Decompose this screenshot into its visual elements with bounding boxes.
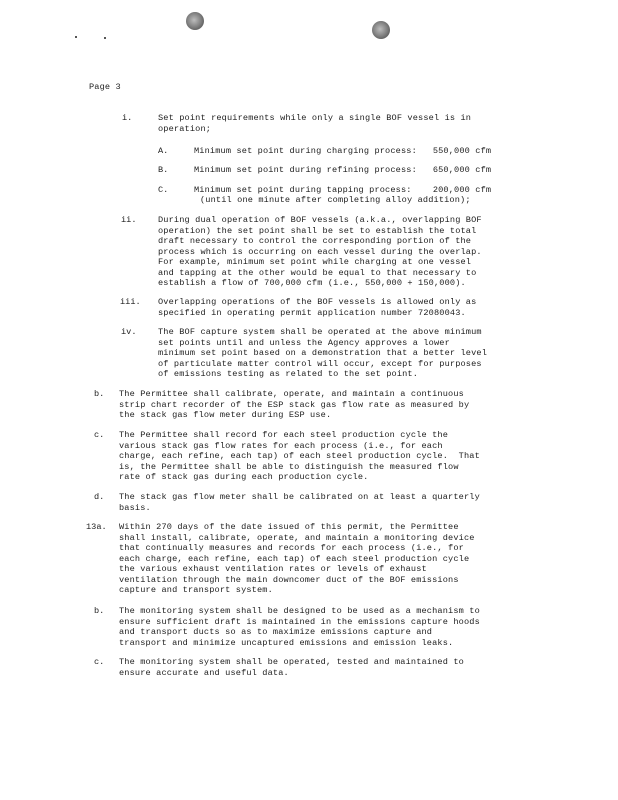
item-iv-line: minimum set point based on a demonstration that a better level (158, 348, 488, 358)
item-marker-13b: b. (94, 606, 105, 616)
subitem-marker-b: B. (158, 165, 169, 175)
punch-hole-left (186, 12, 204, 30)
item-13a-line: shall install, calibrate, operate, and maintain a monitoring device (119, 533, 475, 543)
item-ii-line: During dual operation of BOF vessels (a.k.a., overlapping BOF (158, 215, 482, 225)
item-13a-line: capture and transport system. (119, 585, 273, 595)
item-b-line: the stack gas flow meter during ESP use. (119, 410, 332, 420)
item-marker-d: d. (94, 492, 105, 502)
item-marker-13a: 13a. (86, 522, 107, 532)
item-13a-line: ventilation through the main downcomer duct of the BOF emissions (119, 575, 459, 585)
item-marker-13c: c. (94, 657, 105, 667)
scan-speck (104, 37, 106, 39)
item-c-line: charge, each refine, each tap) of each steel production cycle. That (119, 451, 480, 461)
subitem-c-line: Minimum set point during tapping process: 200,000 cfm (194, 185, 492, 195)
item-i-line: operation; (158, 124, 212, 134)
item-ii-line: process which is occurring on each vessel during the overlap. (158, 247, 482, 257)
item-ii-line: and tapping at the other would be equal to that necessary to (158, 268, 477, 278)
item-ii-line: establish a flow of 700,000 cfm (i.e., 550,000 + 150,000). (158, 278, 466, 288)
punch-hole-right (372, 21, 390, 39)
item-ii-line: operation) the set point shall be set to establish the total (158, 226, 477, 236)
subitem-c-line: (until one minute after completing alloy addition); (200, 195, 471, 205)
item-marker-iv: iv. (121, 327, 137, 337)
subitem-marker-a: A. (158, 146, 169, 156)
item-iv-line: of particulate matter control will occur, except for purposes (158, 359, 482, 369)
item-13c-line: ensure accurate and useful data. (119, 668, 289, 678)
item-marker-i: i. (122, 113, 133, 123)
item-13a-line: that continually measures and records for each process (i.e., for (119, 543, 464, 553)
item-ii-line: For example, minimum set point while charging at one vessel (158, 257, 472, 267)
item-iii-line: specified in operating permit application number 72080043. (158, 308, 466, 318)
subitem-b-line: Minimum set point during refining process: 650,000 cfm (194, 165, 492, 175)
item-marker-b: b. (94, 389, 105, 399)
subitem-a-line: Minimum set point during charging process: 550,000 cfm (194, 146, 492, 156)
scan-speck (75, 36, 77, 38)
item-b-line: strip chart recorder of the ESP stack gas flow rate as measured by (119, 400, 470, 410)
item-marker-iii: iii. (120, 297, 141, 307)
item-iii-line: Overlapping operations of the BOF vessels is allowed only as (158, 297, 477, 307)
item-ii-line: draft necessary to control the corresponding portion of the (158, 236, 472, 246)
item-c-line: rate of stack gas during each production cycle. (119, 472, 369, 482)
item-13b-line: transport and minimize uncaptured emissions and emission leaks. (119, 638, 454, 648)
item-13a-line: Within 270 days of the date issued of this permit, the Permittee (119, 522, 459, 532)
item-c-line: The Permittee shall record for each steel production cycle the (119, 430, 449, 440)
item-iv-line: of emissions testing as related to the set point. (158, 369, 419, 379)
item-c-line: various stack gas flow rates for each process (i.e., for each (119, 441, 443, 451)
item-13a-line: the various exhaust ventilation rates or levels of exhaust (119, 564, 427, 574)
item-marker-c: c. (94, 430, 105, 440)
item-iv-line: set points until and unless the Agency approves a lower (158, 338, 450, 348)
item-marker-ii: ii. (121, 215, 137, 225)
item-d-line: basis. (119, 503, 151, 513)
item-13a-line: each charge, each refine, each tap) of each steel production cycle (119, 554, 470, 564)
page-label: Page 3 (89, 82, 121, 92)
item-13c-line: The monitoring system shall be operated, tested and maintained to (119, 657, 464, 667)
item-13b-line: ensure sufficient draft is maintained in the emissions capture hoods (119, 617, 480, 627)
item-c-line: is, the Permittee shall be able to distinguish the measured flow (119, 462, 459, 472)
subitem-marker-c: C. (158, 185, 169, 195)
item-b-line: The Permittee shall calibrate, operate, and maintain a continuous (119, 389, 464, 399)
item-13b-line: The monitoring system shall be designed to be used as a mechanism to (119, 606, 480, 616)
item-13b-line: and transport ducts so as to maximize emissions capture and (119, 627, 433, 637)
item-iv-line: The BOF capture system shall be operated at the above minimum (158, 327, 482, 337)
item-i-line: Set point requirements while only a single BOF vessel is in (158, 113, 472, 123)
item-d-line: The stack gas flow meter shall be calibrated on at least a quarterly (119, 492, 480, 502)
